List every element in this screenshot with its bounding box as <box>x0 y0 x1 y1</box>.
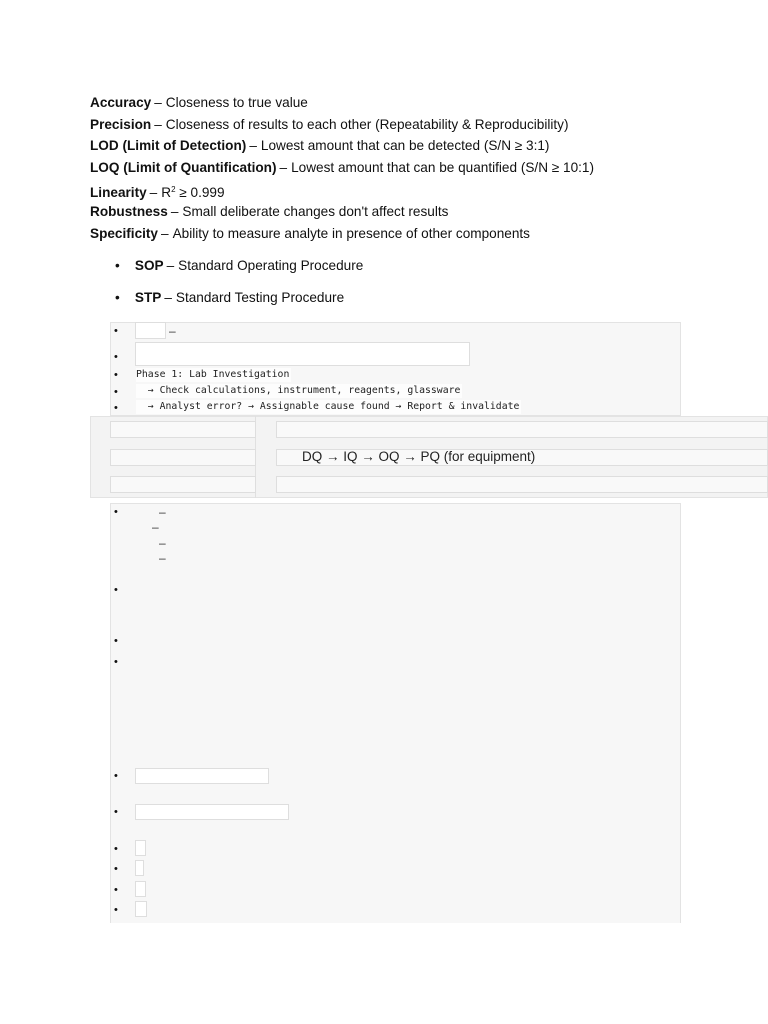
dash: – <box>159 551 166 565</box>
definition-precision <box>90 116 569 134</box>
placeholder-box <box>135 881 146 897</box>
bullet: • <box>115 258 120 273</box>
placeholder-box <box>135 768 269 784</box>
definition-lod <box>90 137 549 155</box>
definition-term: Precision <box>90 117 152 132</box>
bullet: • <box>115 290 120 305</box>
definition-separator: – <box>161 226 169 241</box>
standard-term: SOP <box>134 258 164 273</box>
qualification-flow: DQ → IQ → OQ → PQ (for equipment) <box>302 449 536 464</box>
placeholder-box <box>135 342 470 366</box>
definition-description: Small deliberate changes don't affect results <box>182 204 449 219</box>
bullet: • <box>114 806 118 818</box>
definition-separator: – <box>249 138 257 153</box>
investigation-phase-line: Phase 1: Lab Investigation <box>136 369 290 380</box>
definition-term: Specificity <box>90 226 158 241</box>
placeholder-box <box>135 840 146 856</box>
placeholder-box <box>135 804 289 820</box>
bullet: • <box>114 635 118 647</box>
placeholder-box <box>110 421 256 438</box>
bullet: • <box>114 904 118 916</box>
definition-term: Robustness <box>90 204 168 219</box>
definition-term: LOQ (Limit of Quantification) <box>90 160 277 175</box>
definition-term: LOD (Limit of Detection) <box>90 138 247 153</box>
definition-description: Lowest amount that can be quantified (S/N ≥ 10:1) <box>291 160 595 175</box>
dash: – <box>159 536 166 550</box>
definition-separator: – <box>170 204 179 219</box>
standard-item-sop <box>115 257 363 275</box>
placeholder-box <box>276 421 768 438</box>
placeholder-box <box>110 476 256 493</box>
notes-panel <box>110 503 681 923</box>
bullet: • <box>114 863 118 875</box>
definition-description: Closeness of results to each other (Repeatability & Reproducibility) <box>165 117 569 132</box>
standard-term: STP <box>134 290 162 305</box>
definition-separator: – <box>149 185 158 200</box>
placeholder-box <box>135 322 166 339</box>
bullet: • <box>114 584 118 596</box>
bullet: • <box>114 843 118 855</box>
investigation-check-line: → Check calculations, instrument, reagents, glassware <box>136 385 461 396</box>
placeholder-box <box>110 449 256 466</box>
definition-superscript: 2 <box>171 185 176 194</box>
definition-description: Ability to measure analyte in presence of other components <box>172 226 530 241</box>
bullet: • <box>114 325 118 337</box>
bullet: • <box>114 506 118 518</box>
placeholder-box <box>135 860 144 876</box>
dash: – <box>159 505 166 519</box>
definition-description: Lowest amount that can be detected (S/N ≥ 3:1) <box>260 138 550 153</box>
bullet: • <box>114 351 118 363</box>
bullet: • <box>114 770 118 782</box>
definition-robustness <box>90 203 448 221</box>
bullet: • <box>114 386 118 398</box>
definition-separator: – <box>154 95 162 110</box>
bullet: • <box>114 369 118 381</box>
dash: – <box>169 324 176 338</box>
bullet: • <box>114 656 118 668</box>
placeholder-box <box>135 901 147 917</box>
definition-description-r: R <box>161 185 172 200</box>
definition-term: Linearity <box>90 185 147 200</box>
standard-description: Standard Operating Procedure <box>178 258 364 273</box>
definition-description-value: ≥ 0.999 <box>175 185 225 200</box>
definition-description: Closeness to true value <box>165 95 308 110</box>
placeholder-box <box>276 476 768 493</box>
definition-specificity <box>90 225 530 243</box>
definition-separator: – <box>279 160 288 175</box>
definition-linearity <box>90 181 225 202</box>
bullet: • <box>114 402 118 414</box>
definition-term: Accuracy <box>90 95 152 110</box>
bullet: • <box>114 884 118 896</box>
standard-description: Standard Testing Procedure <box>175 290 345 305</box>
definition-separator: – <box>154 117 162 132</box>
standard-item-stp <box>115 289 344 307</box>
standard-separator: – <box>166 258 175 273</box>
definition-accuracy <box>90 94 308 112</box>
standard-separator: – <box>164 290 172 305</box>
definition-loq <box>90 159 594 177</box>
dash: – <box>152 520 159 534</box>
investigation-error-line: → Analyst error? → Assignable cause found → Report & invalidate <box>136 401 520 412</box>
